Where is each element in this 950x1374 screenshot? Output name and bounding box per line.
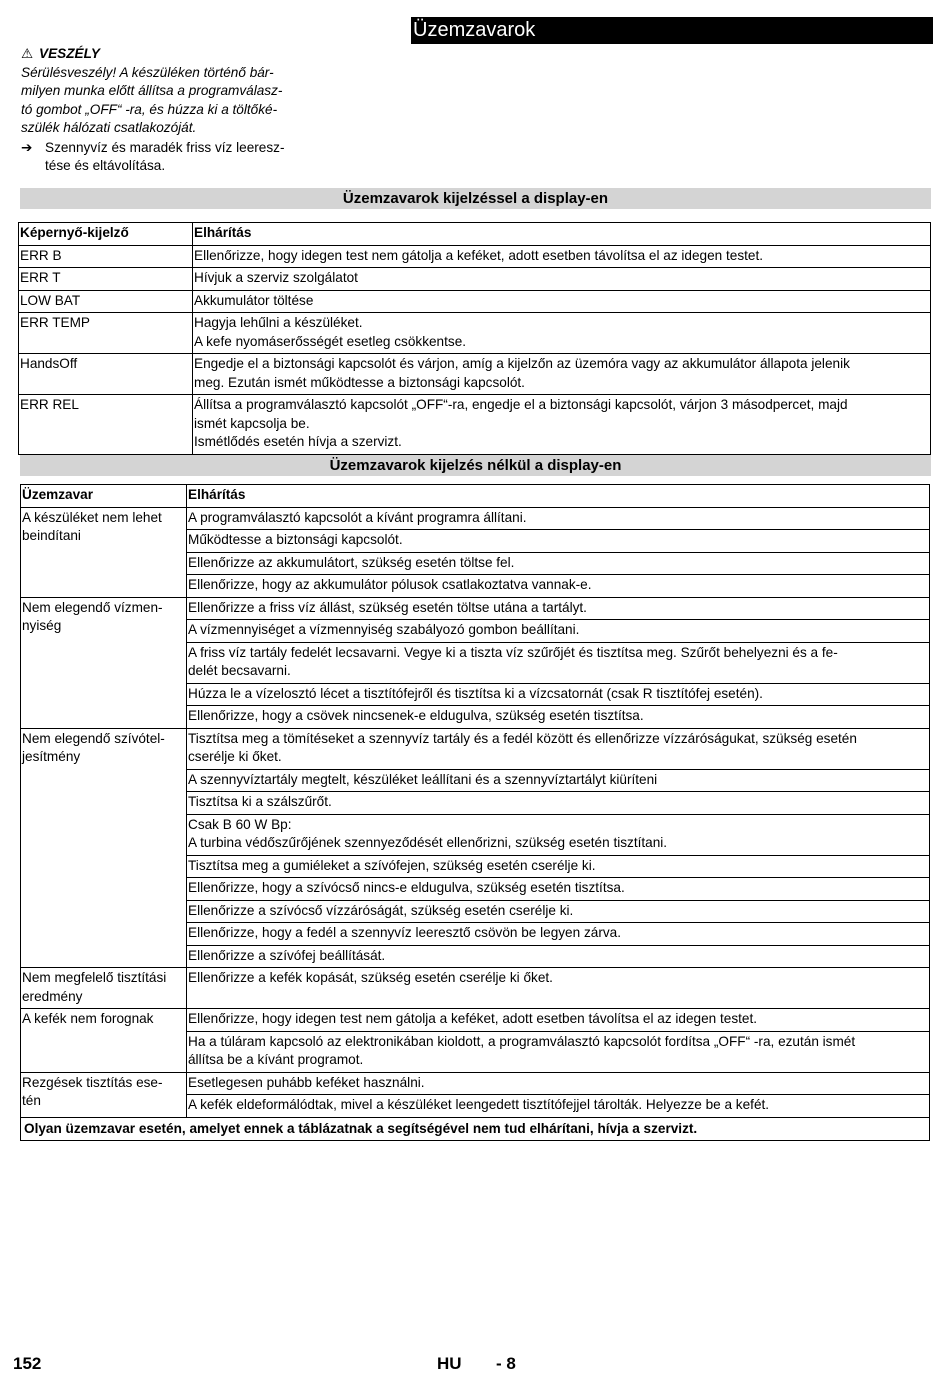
step-line: tése és eltávolítása. xyxy=(45,158,166,173)
cell-line: Állítsa a programválasztó kapcsolót „OFF“-ra, engedje el a biztonsági kapcsolót, várjon 3 másodpercet, majd xyxy=(194,397,848,412)
cell-line: Hagyja lehűlni a készüléket. xyxy=(194,315,363,330)
warning-heading-text: VESZÉLY xyxy=(39,46,100,61)
column-header-display: Képernyő-kijelző xyxy=(19,223,193,246)
display-code-cell: ERR T xyxy=(19,268,193,291)
cell-line: Ellenőrizze a kefék kopását, szükség esetén cserélje ki őket. xyxy=(188,970,553,985)
warning-heading xyxy=(21,45,321,64)
cell-line: állítsa be a kívánt programot. xyxy=(188,1052,364,1067)
column-header-remedy: Elhárítás xyxy=(187,485,930,508)
cell-line: Esetlegesen puhább keféket használni. xyxy=(188,1074,425,1090)
cell-line: Ismétlődés esetén hívja a szervizt. xyxy=(194,434,402,449)
cell-line: beindítani xyxy=(22,528,81,543)
column-header-remedy: Elhárítás xyxy=(193,223,931,246)
language-code: HU xyxy=(437,1354,462,1373)
remedy-cell xyxy=(193,268,931,291)
fault-cell xyxy=(21,728,187,968)
cell-line: Tisztítsa meg a gumiéleket a szívófejen, szükség esetén cserélje ki. xyxy=(188,857,596,873)
cell-line: jesítmény xyxy=(22,749,81,764)
table-row xyxy=(21,1009,930,1032)
display-fault-table xyxy=(18,222,931,455)
remedy-cell xyxy=(187,945,930,968)
cell-line: Ellenőrizze, hogy a szívócső nincs-e eldugulva, szükség esetén tisztítsa. xyxy=(188,880,625,895)
table-row xyxy=(19,245,931,268)
cell-line: tén xyxy=(22,1093,41,1108)
warning-triangle-icon: ⚠ xyxy=(21,46,34,61)
cell-line: A szennyvíztartály megtelt, készüléket leállítani és a szennyvíztartályt kiüríteni xyxy=(188,771,658,787)
cell-line: Ellenőrizze az akkumulátort, szükség esetén töltse fel. xyxy=(188,554,515,570)
table-row xyxy=(21,507,930,530)
cell-line: nyiség xyxy=(22,618,62,633)
display-code-cell: ERR TEMP xyxy=(19,313,193,354)
cell-line: Hívjuk a szerviz szolgálatot xyxy=(194,270,358,285)
cell-line: Engedje el a biztonsági kapcsolót és várjon, amíg a kijelzőn az üzemóra vagy az akkumulátor állapota jelenik xyxy=(194,356,850,371)
table-header-row xyxy=(19,223,931,246)
table-row xyxy=(21,728,930,769)
display-code-cell: HandsOff xyxy=(19,354,193,395)
display-code-cell: ERR B xyxy=(19,245,193,268)
cell-line: A vízmennyiséget a vízmennyiség szabályozó gombon beállítani. xyxy=(188,622,580,637)
fault-cell xyxy=(21,968,187,1009)
fault-cell xyxy=(21,507,187,597)
remedy-cell xyxy=(187,1095,930,1118)
cell-line: A készüléket nem lehet xyxy=(22,509,162,525)
remedy-cell xyxy=(187,728,930,769)
sub-page-number: - 8 xyxy=(496,1354,516,1373)
warning-text xyxy=(21,64,321,138)
remedy-cell xyxy=(187,923,930,946)
remedy-cell xyxy=(187,597,930,620)
remedy-cell xyxy=(187,706,930,729)
remedy-cell xyxy=(187,642,930,683)
cell-line: Rezgések tisztítás ese- xyxy=(22,1074,163,1090)
cell-line: Ellenőrizze a friss víz állást, szükség esetén töltse utána a tartályt. xyxy=(188,599,587,615)
table-row xyxy=(21,1117,930,1141)
cell-line: A friss víz tartály fedelét lecsavarni. Vegye ki a tiszta víz szűrőjét és tisztítsa meg. Szűrőt behelyezni és a fe- xyxy=(188,644,838,660)
remedy-cell xyxy=(187,683,930,706)
cell-line: eredmény xyxy=(22,988,83,1004)
cell-line: Ha a túláram kapcsoló az elektronikában kioldott, a programválasztó kapcsolót fordítsa „OFF“ -ra, ezután ismét xyxy=(188,1033,856,1049)
remedy-cell xyxy=(187,1009,930,1032)
column-header-fault: Üzemzavar xyxy=(21,485,187,508)
section-title-with-display: Üzemzavarok kijelzéssel a display-en xyxy=(20,188,931,209)
remedy-cell xyxy=(193,313,931,354)
remedy-cell xyxy=(187,1031,930,1072)
remedy-cell xyxy=(187,769,930,792)
table-row xyxy=(19,395,931,455)
fault-cell xyxy=(21,1072,187,1117)
cell-line: Csak B 60 W Bp: xyxy=(188,816,292,832)
cell-line: Tisztítsa ki a szálszűrőt. xyxy=(188,794,332,809)
table-row xyxy=(21,968,930,1009)
cell-line: Működtesse a biztonsági kapcsolót. xyxy=(188,532,403,547)
cell-line: Ellenőrizze, hogy a fedél a szennyvíz leeresztő csövön be legyen zárva. xyxy=(188,925,621,940)
remedy-cell xyxy=(187,530,930,553)
cell-line: Akkumulátor töltése xyxy=(194,292,314,308)
remedy-cell xyxy=(187,1072,930,1095)
cell-line: cserélje ki őket. xyxy=(188,749,282,764)
remedy-cell xyxy=(187,552,930,575)
remedy-cell xyxy=(187,878,930,901)
remedy-cell xyxy=(187,814,930,855)
remedy-cell xyxy=(193,395,931,455)
cell-line: meg. Ezután ismét működtesse a biztonsági kapcsolót. xyxy=(194,374,525,390)
display-code-cell: LOW BAT xyxy=(19,290,193,313)
step-line: Szennyvíz és maradék friss víz leeresz- xyxy=(45,139,285,155)
cell-line: Ellenőrizze, hogy a csövek nincsenek-e eldugulva, szükség esetén tisztítsa. xyxy=(188,708,644,723)
section-title-without-display: Üzemzavarok kijelzés nélkül a display-en xyxy=(20,455,931,476)
fault-table xyxy=(20,484,930,1141)
warning-line: tó gombot „OFF“ -ra, és húzza ki a töltőké- xyxy=(21,101,278,117)
cell-line: Ellenőrizze, hogy idegen test nem gátolja a keféket, adott esetben távolítsa el az idegen testet. xyxy=(194,247,764,263)
page-title: Üzemzavarok xyxy=(411,17,933,44)
cell-line: Nem megfelelő tisztítási xyxy=(22,970,167,985)
cell-line: Nem elegendő vízmen- xyxy=(22,599,163,615)
warning-line: Sérülésveszély! A készüléken történő bár- xyxy=(21,64,274,80)
cell-line: Tisztítsa meg a tömítéseket a szennyvíz tartály és a fedél között és ellenőrizze vízzáróságukat, szükség esetén xyxy=(188,730,857,746)
remedy-cell xyxy=(187,575,930,598)
display-code-cell: ERR REL xyxy=(19,395,193,455)
cell-line: ismét kapcsolja be. xyxy=(194,415,310,431)
table-header-row xyxy=(21,485,930,508)
remedy-cell xyxy=(187,792,930,815)
remedy-cell xyxy=(187,855,930,878)
cell-line: Ellenőrizze, hogy az akkumulátor pólusok csatlakoztatva vannak-e. xyxy=(188,577,592,592)
remedy-cell xyxy=(187,620,930,643)
cell-line: A kefék eldeformálódtak, mivel a készüléket leengedett tisztítófejjel tárolták. Helyezze be a kefét. xyxy=(188,1097,770,1112)
remedy-cell xyxy=(187,968,930,1009)
table-row xyxy=(19,354,931,395)
remedy-cell xyxy=(193,245,931,268)
cell-line: Nem elegendő szívótel- xyxy=(22,730,165,746)
danger-warning xyxy=(21,45,321,176)
remedy-cell xyxy=(187,900,930,923)
cell-line: Ellenőrizze, hogy idegen test nem gátolja a keféket, adott esetben távolítsa el az idegen testet. xyxy=(188,1011,758,1026)
cell-line: A kefe nyomáserősségét esetleg csökkentse. xyxy=(194,333,467,349)
cell-line: delét becsavarni. xyxy=(188,663,291,678)
cell-line: A turbina védőszűrőjének szennyeződését ellenőrizni, szükség esetén tisztítani. xyxy=(188,835,668,850)
table-row xyxy=(21,1072,930,1095)
table-row xyxy=(19,313,931,354)
table-row xyxy=(19,290,931,313)
cell-line: A programválasztó kapcsolót a kívánt programra állítani. xyxy=(188,509,527,525)
cell-line: Ellenőrizze a szívófej beállítását. xyxy=(188,947,386,963)
remedy-cell xyxy=(193,354,931,395)
warning-line: szülék hálózati csatlakozóját. xyxy=(21,120,197,135)
page-number: 152 xyxy=(13,1354,42,1373)
arrow-right-icon: ➔ xyxy=(21,139,33,155)
cell-line: Ellenőrizze a szívócső vízzáróságát, szükség esetén cserélje ki. xyxy=(188,902,574,918)
remedy-cell xyxy=(193,290,931,313)
remedy-cell xyxy=(187,507,930,530)
fault-cell xyxy=(21,1009,187,1073)
warning-step xyxy=(21,139,321,176)
cell-line: Húzza le a vízelosztó lécet a tisztítófejről és tisztítsa ki a vízcsatornát (csak R tisztítófej esetén). xyxy=(188,685,763,701)
warning-line: milyen munka előtt állítsa a programválasz- xyxy=(21,83,283,98)
footer-note: Olyan üzemzavar esetén, amelyet ennek a táblázatnak a segítségével nem tud elhárítani, hívja a szervizt. xyxy=(21,1117,930,1141)
table-row xyxy=(21,597,930,620)
fault-cell xyxy=(21,597,187,728)
cell-line: A kefék nem forognak xyxy=(22,1011,154,1026)
table-row xyxy=(19,268,931,291)
